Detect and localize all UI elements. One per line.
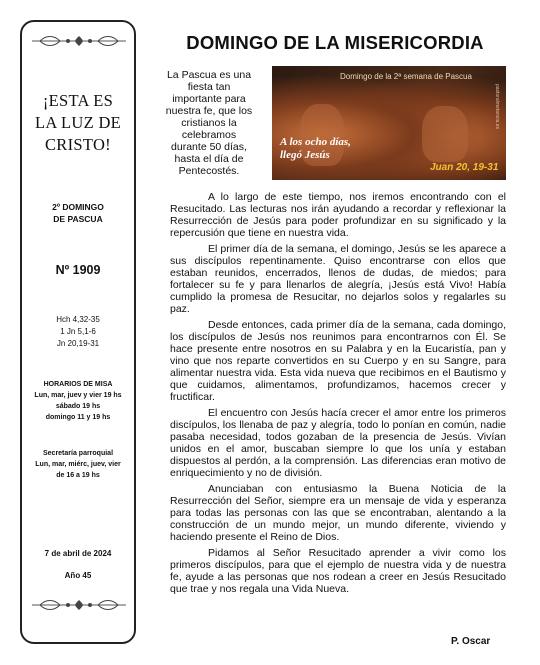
- right-hand-shape: [422, 106, 468, 162]
- signature: P. Oscar: [451, 636, 491, 647]
- sidebar-box: [20, 20, 136, 644]
- image-watermark: pastoralmetanoia.es: [494, 84, 500, 130]
- sunday-line: DE PASCUA: [53, 214, 103, 224]
- issue-year: Año 45: [64, 571, 92, 580]
- sidebar-title-line: ¡ESTA ES: [42, 91, 114, 110]
- article-paragraph: A lo largo de este tiempo, nos iremos encontrando con el Resucitado. Las lecturas nos irán ayudando a recordar y reflexionar la Resurrección de Jesús para poder profundizar en su significado y la repercusión que tiene en nuestra vida.: [170, 191, 506, 239]
- office-hours-line: de 16 a 19 hs: [56, 472, 100, 479]
- intro-line: fiesta tan: [187, 81, 231, 93]
- intro-line: La Pascua es una: [166, 69, 252, 81]
- reading-item: Hch 4,32-35: [56, 315, 100, 324]
- header-image: [272, 66, 506, 180]
- office-hours-line: Secretaría parroquial: [42, 450, 114, 457]
- intro-line: celebramos: [181, 129, 237, 141]
- mass-hours-line: HORARIOS DE MISA: [43, 381, 113, 388]
- mass-hours-line: Lun, mar, juev y vier 19 hs: [34, 392, 122, 399]
- sunday-line: 2º DOMINGO: [52, 202, 104, 212]
- ornament-divider-top: [30, 34, 128, 48]
- intro-line: Pentecostés.: [178, 165, 240, 177]
- reading-item: Jn 20,19-31: [56, 339, 100, 348]
- issue-number: Nº 1909: [55, 263, 101, 277]
- sidebar-title-line: LA LUZ DE: [34, 113, 122, 132]
- article-paragraph: Pidamos al Señor Resucitado aprender a vivir como los primeros discípulos, para que el ejemplo de nuestra vida y de nuestra fe, ayude a las personas que nos rodean a creer en Jesús Resucitado que trae y nos regala una Vida Nueva.: [170, 547, 506, 595]
- article-body: [170, 191, 506, 595]
- office-hours-line: Lun, mar, miérc, juev, vier: [35, 461, 121, 468]
- issue-date: 7 de abril de 2024: [44, 549, 112, 558]
- intro-line: cristianos la: [181, 117, 237, 129]
- reading-item: 1 Jn 5,1-6: [60, 327, 96, 336]
- article-paragraph: El primer día de la semana, el domingo, Jesús se les aparece a sus discípulos repentinamente. Quiso encontrarse con ellos que estaban reunidos, encerrados, llenos de dudas, de miedos; para fortalecer su fe y para llenarlos de alegría, ¡Jesús está Vivo! Había cumplido la promesa de Resucitar, no dejarlos solos y regalarles su paz.: [170, 243, 506, 315]
- mass-hours-line: sábado 19 hs: [55, 403, 101, 410]
- article-paragraph: Anunciaban con entusiasmo la Buena Noticia de la Resurrección del Señor, siempre era un mensaje de vida y esperanza para todas las personas con las que se encontraban, alentando a la construcción de un mundo mejor, un mundo diferente, viviendo y haciendo presente el Reino de Dios.: [170, 483, 506, 543]
- intro-line: durante 50 días,: [171, 141, 247, 153]
- page-title: DOMINGO DE LA MISERICORDIA: [186, 32, 484, 53]
- article-paragraph: Desde entonces, cada primer día de la semana, cada domingo, los discípulos de Jesús nos reunimos para encontrarnos con Él. Se hace presente entre nosotros en su Palabra y en la Eucaristía, pan y vino que nos reparte convertidos en su Cuerpo y en su Sangre, para alimentar nuestra vida. Esta vida nueva que recibimos en el Bautismo y que cuidamos, alimentamos, profundizamos, hacemos crecer y fructificar.: [170, 319, 506, 403]
- mass-hours: [22, 379, 134, 423]
- intro-text: [160, 69, 258, 177]
- image-quote-line: llegó Jesús: [280, 149, 330, 161]
- intro-line: importante para: [172, 93, 246, 105]
- office-hours: [22, 448, 134, 481]
- sidebar-title-line: CRISTO!: [45, 135, 111, 154]
- sidebar-title: [22, 90, 134, 156]
- image-reference: Juan 20, 19-31: [430, 162, 499, 173]
- intro-line: nuestra fe, que los: [165, 105, 253, 117]
- article-paragraph: El encuentro con Jesús hacía crecer el amor entre los primeros discípulos, los llenaba de paz y alegría, todo lo ponían en común, nadie pasaba necesidad, todos gozaban de la presencia de Jesús. Vivían unidos en el amor, buscaban siempre lo que los unía y estaban dispuestos al perdón, a la comprensión. Las diferencias eran motivo de enriquecimiento y no de división.: [170, 407, 506, 479]
- image-header-text: Domingo de la 2ª semana de Pascua: [340, 72, 472, 81]
- ornament-divider-bottom: [30, 598, 128, 612]
- readings-list: [22, 314, 134, 350]
- image-quote: [280, 136, 351, 162]
- sunday-label: [22, 201, 134, 225]
- mass-hours-line: domingo 11 y 19 hs: [45, 414, 111, 421]
- intro-line: hasta el día de: [174, 153, 244, 165]
- image-quote-line: A los ocho días,: [280, 136, 351, 148]
